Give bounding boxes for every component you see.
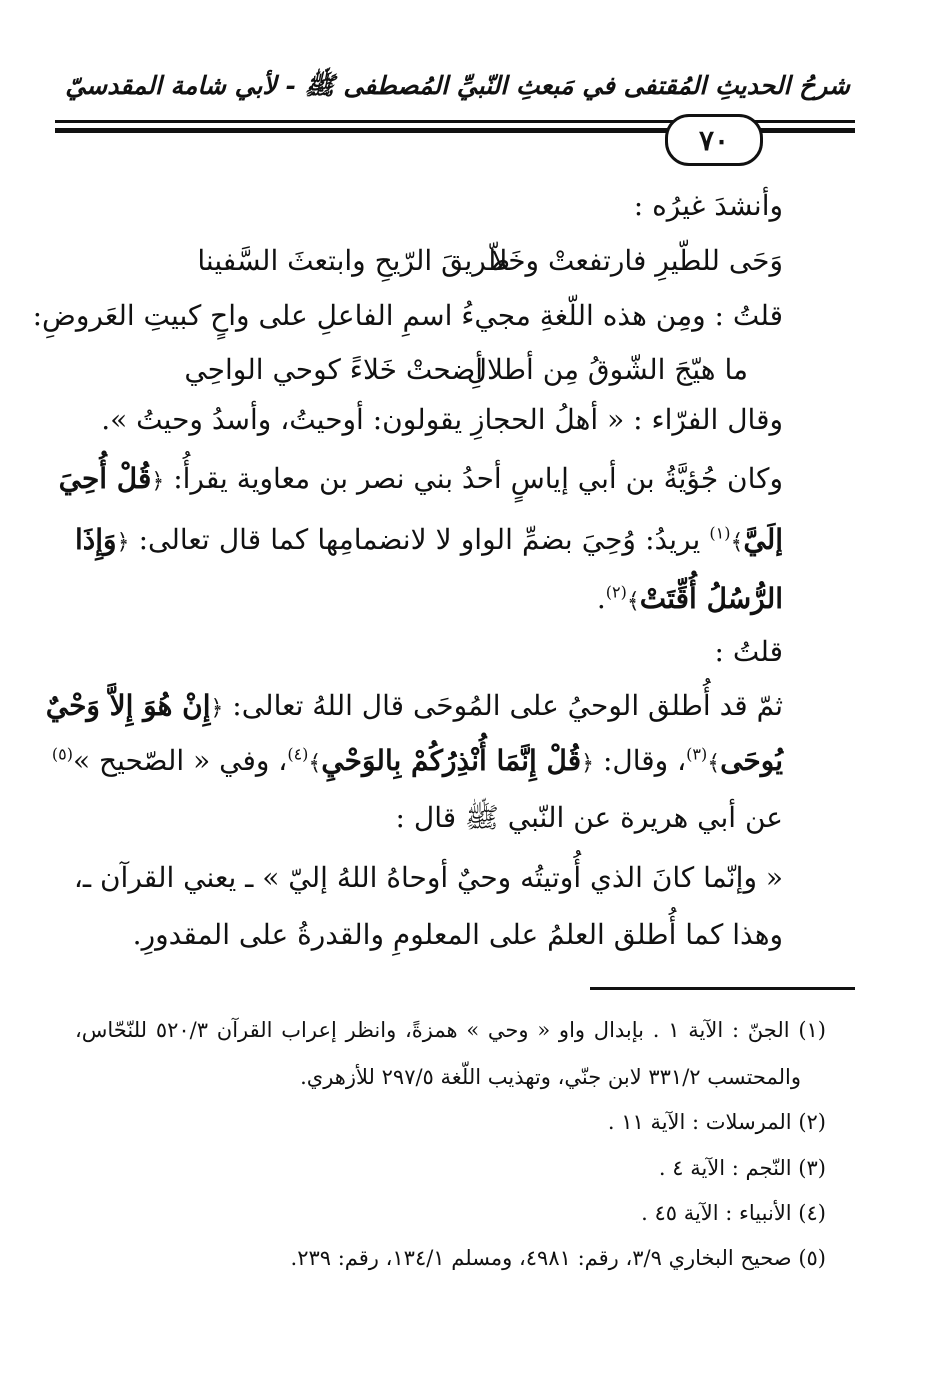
text-line-10 xyxy=(45,686,783,729)
quran-quote-1-cont xyxy=(730,523,783,556)
text-line-11 xyxy=(51,741,783,784)
line-7-text: يريدُ: وُحِيَ بضمِّ الواو لا لانضمامِها كما قال تعالى: xyxy=(138,523,701,556)
ornate-bracket-open: ﴿ xyxy=(581,751,595,776)
ornate-bracket-close: ﴾ xyxy=(308,751,322,776)
text-line-6 xyxy=(58,459,783,502)
text-line-12: عن أبي هريرة عن النّبي ﷺ قال : xyxy=(395,801,783,834)
verse-1-second-hemistich: طريقَ الرّيحِ وابتعثَ السَّفينا xyxy=(197,244,510,277)
text-line-9: قلتُ : xyxy=(714,635,783,668)
text-line-14: وهذا كما أُطلق العلمُ على المعلومِ والقدرةُ على المقدورِ. xyxy=(132,918,783,951)
ornate-bracket-close: ﴾ xyxy=(626,589,640,614)
text-line-13: « وإنّما كانَ الذي أُوتيتُه وحيٌ أوحاهُ اللهُ إليّ » ـ يعني القرآن ـ، xyxy=(73,861,783,894)
quran-quote-2 xyxy=(75,523,129,556)
quran-quote-2-part-a: وَإِذَا xyxy=(75,523,117,556)
quran-quote-1 xyxy=(59,462,165,495)
quran-quote-4-text: قُلْ إِنَّمَا أُنْذِرُكُمْ بِالوَحْيِ xyxy=(321,744,582,777)
quran-quote-3 xyxy=(46,689,224,722)
quran-quote-3-cont xyxy=(707,744,783,777)
ornate-bracket-open: ﴿ xyxy=(151,469,165,494)
ornate-bracket-close: ﴾ xyxy=(730,530,744,555)
footnote-1-line-2: والمحتسب ٣٣١/٢ لابن جنّي، وتهذيب اللّغة ٢٩٧/٥ للأزهري. xyxy=(300,1065,801,1089)
footnote-4: (٤) الأنبياء : الآية ٤٥ . xyxy=(641,1201,826,1225)
footnote-ref-4: (٤) xyxy=(287,744,309,764)
text-line-5: وقال الفرّاء : « أهلُ الحجازِ يقولون: أوحيتُ، وأسدُ وحيتُ ». xyxy=(101,403,783,436)
text-line-1: وأنشدَ غيرُه : xyxy=(633,189,783,222)
footnote-ref-5: (٥) xyxy=(51,744,73,764)
page-number xyxy=(665,114,763,166)
footnote-ref-1: (١) xyxy=(709,523,731,543)
period: . xyxy=(596,582,606,615)
quran-quote-2-cont xyxy=(627,582,783,615)
ornate-bracket-open: ﴿ xyxy=(210,696,224,721)
verse-2-first-hemistich: ما هيّجَ الشّوقُ مِن أطلالِ xyxy=(466,353,748,386)
quran-quote-4 xyxy=(308,744,594,777)
page-number-text: ٧٠ xyxy=(698,123,730,157)
quran-quote-3-part-a: إِنْ هُوَ إِلاَّ وَحْيٌ xyxy=(45,689,211,722)
footnote-ref-2: (٢) xyxy=(605,582,627,602)
quran-quote-2-part-b: الرُّسُلُ أُقِّتَتْ xyxy=(639,582,783,615)
quran-quote-3-part-b: يُوحَى xyxy=(720,744,783,777)
ornate-bracket-close: ﴾ xyxy=(707,751,721,776)
line-10-text: ثمّ قد أُطلق الوحيُ على المُوحَى قال اللهُ تعالى: xyxy=(232,689,783,722)
text-line-7 xyxy=(75,520,783,563)
verse-1-first-hemistich: وَحَى للطّيرِ فارتفعتْ وخَلاّ xyxy=(491,244,783,277)
ornate-bracket-open: ﴿ xyxy=(116,530,130,555)
verse-2-second-hemistich: أضحتْ خَلاءً كوحي الواحِي xyxy=(184,353,483,386)
footnote-3: (٣) النّجم : الآية ٤ . xyxy=(658,1156,826,1180)
quran-quote-1-part-b: إلَيَّ xyxy=(743,523,784,556)
footnote-ref-3: (٣) xyxy=(686,744,708,764)
text-line-8 xyxy=(597,579,783,622)
line-11-end: ، وفي « الصّحيح » xyxy=(72,744,288,777)
line-11-middle: ، وقال: xyxy=(602,744,687,777)
footnote-5: (٥) صحيح البخاري ٣/٩، رقم: ٤٩٨١، ومسلم ١٣٤/١، رقم: ٢٣٩. xyxy=(290,1246,826,1270)
quran-quote-1-part-a: قُلْ أُحِيَ xyxy=(58,462,152,495)
footnote-2: (٢) المرسلات : الآية ١١ . xyxy=(607,1110,826,1134)
line-6-text: وكان جُؤيَّةُ بن أبي إياسٍ أحدُ بني نصر بن معاوية يقرأُ: xyxy=(173,462,783,495)
footnote-1-line-1: (١) الجنّ : الآية ١ . بإبدال واو « وحي » همزةً، وانظر إعراب القرآن ٥٢٠/٣ للنّحّاس، xyxy=(75,1018,826,1042)
running-title: شرحُ الحديثِ المُقتفى في مَبعثِ النّبيِّ المُصطفى ﷺ - لأبي شامة المقدسيّ xyxy=(65,71,850,100)
footnote-separator xyxy=(590,987,855,990)
text-line-3: قلتُ : ومِن هذه اللّغةِ مجيءُ اسمِ الفاعلِ على واحٍ كبيتِ العَروضِ: xyxy=(32,299,783,332)
